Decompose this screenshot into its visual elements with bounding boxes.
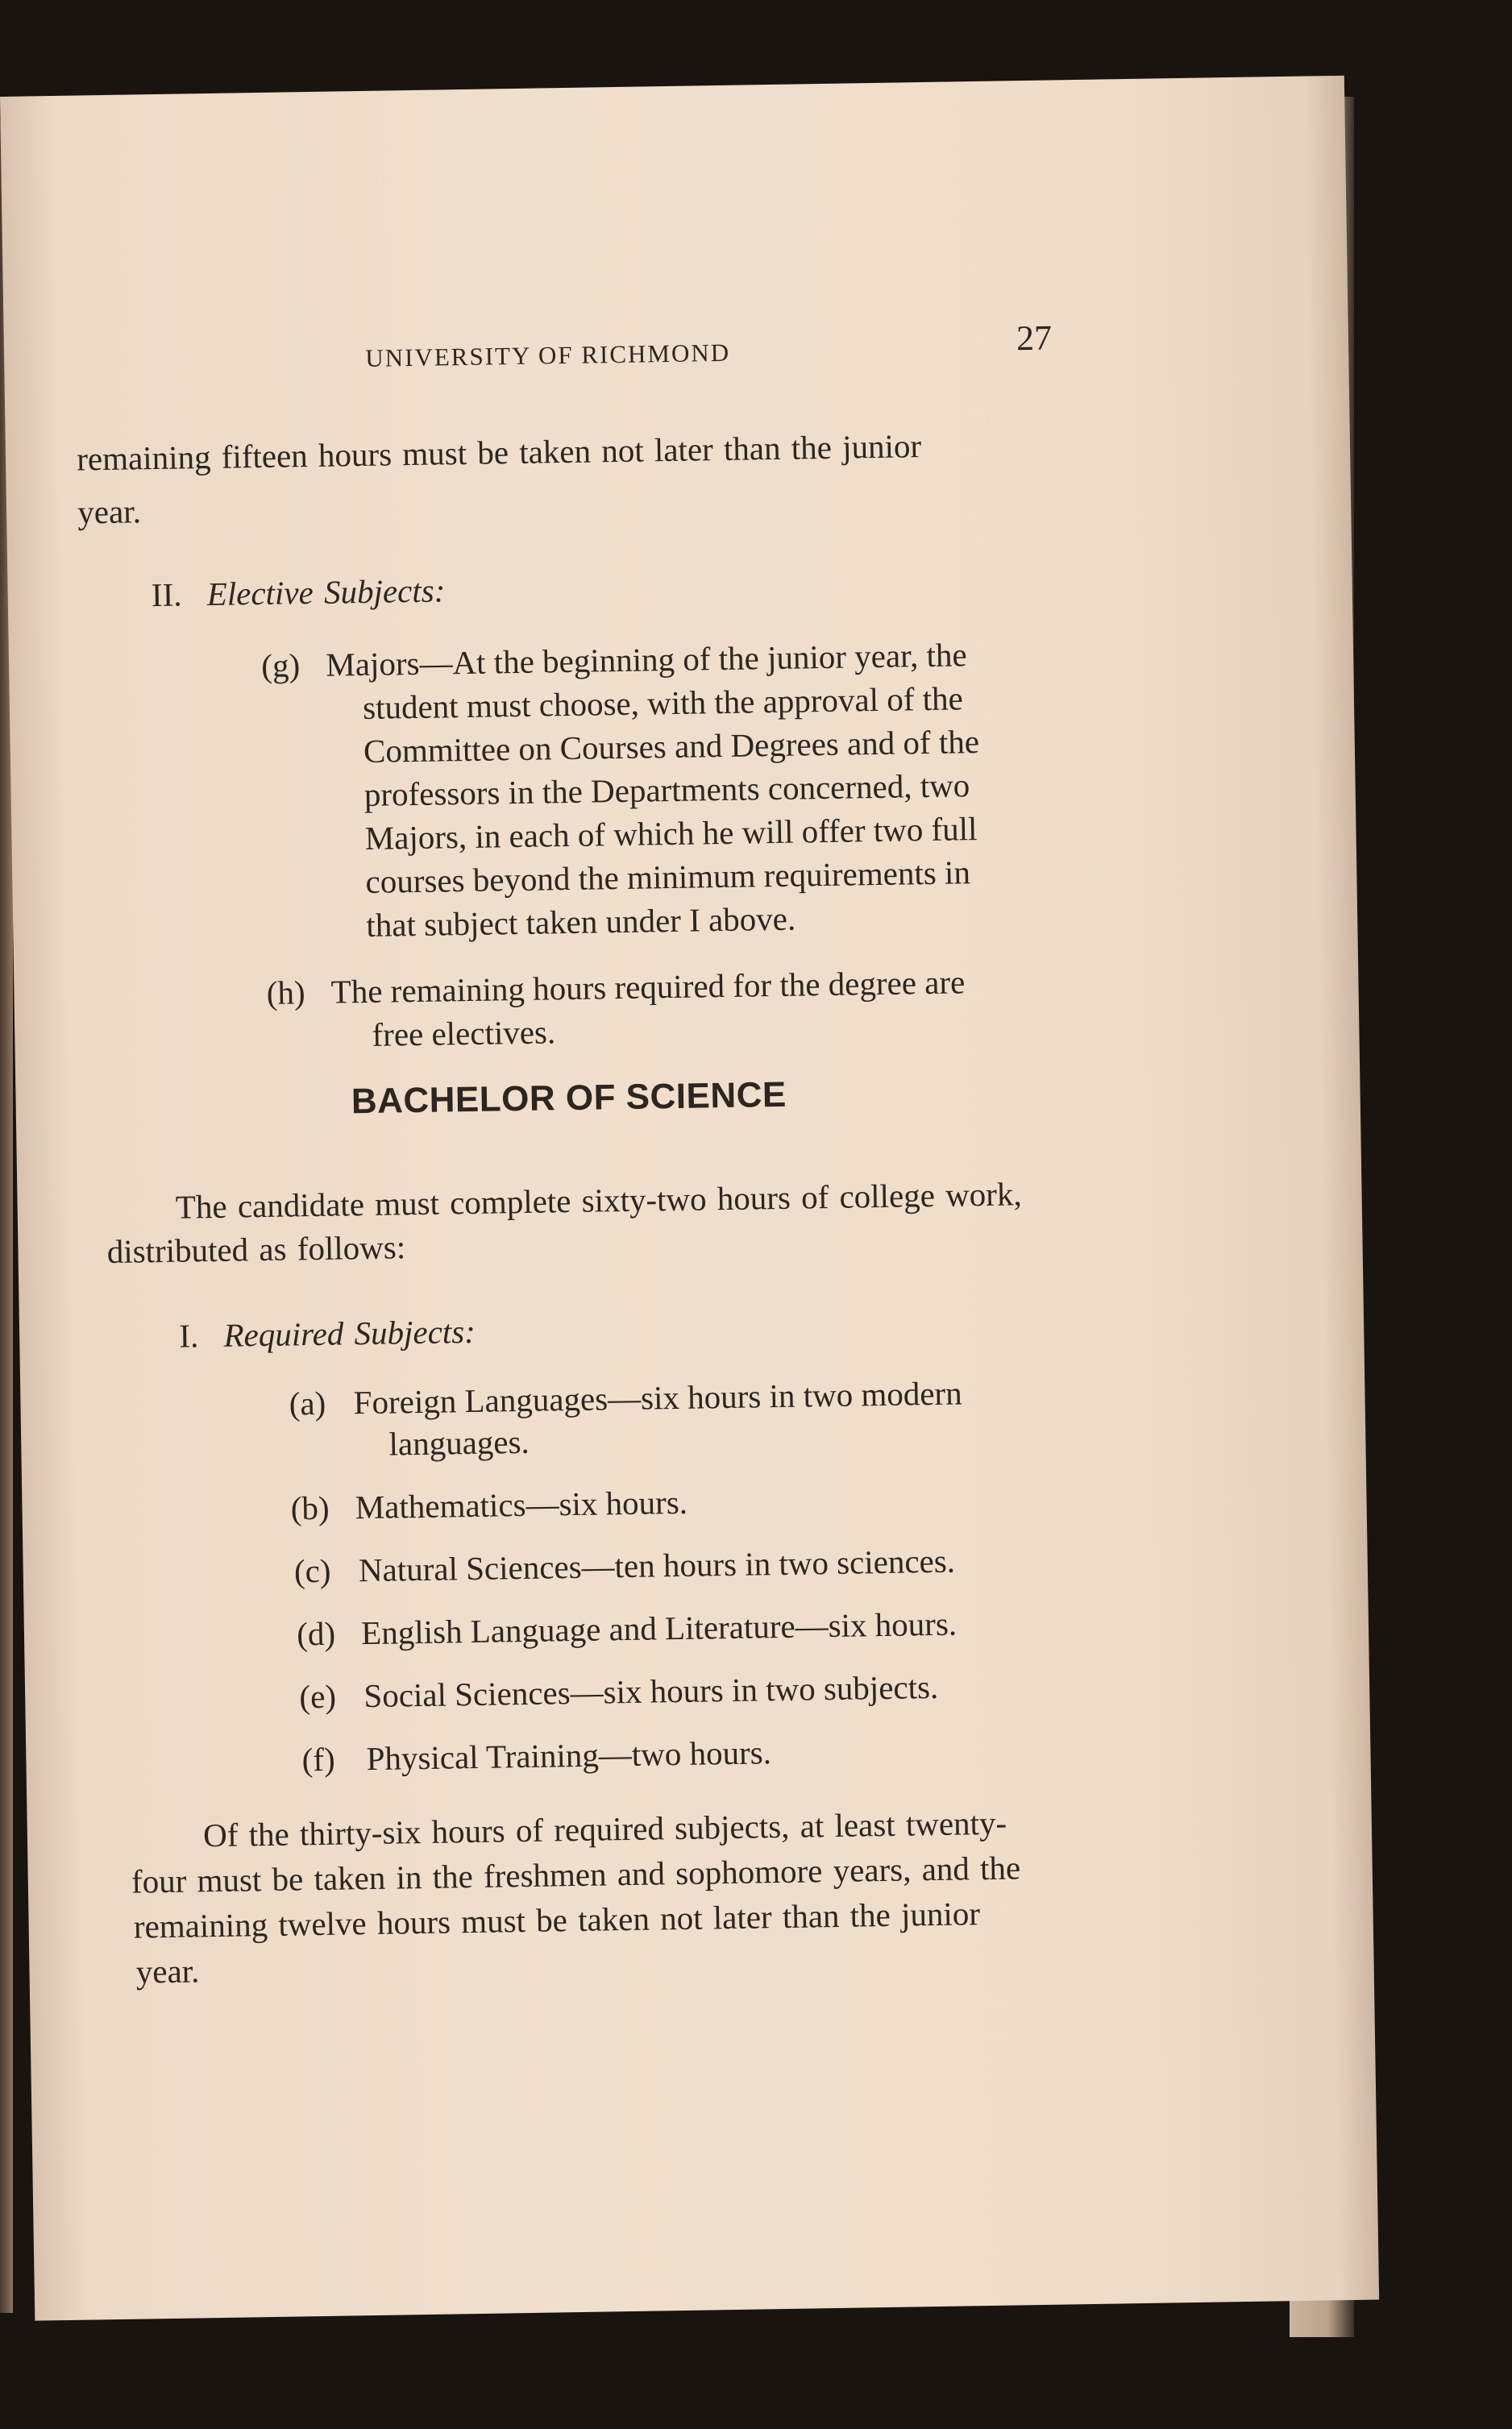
item-g-line-2: student must choose, with the approval of the (362, 679, 964, 726)
required-numeral: I. (179, 1317, 199, 1355)
item-f-label: (f) (301, 1740, 335, 1779)
item-c (294, 1539, 956, 1593)
item-a-cont: languages. (388, 1422, 530, 1463)
item-d-label: (d) (296, 1614, 336, 1653)
continuation-line-1: remaining fifteen hours must be taken not later than the junior (76, 427, 922, 478)
item-c-text: Natural Sciences—ten hours in two sciences. (358, 1542, 956, 1589)
item-h (266, 960, 965, 1015)
item-a (289, 1371, 962, 1425)
item-g-line-1: Majors—At the beginning of the junior year, the (325, 636, 968, 683)
item-h-line-1: The remaining hours required for the degree are (330, 963, 966, 1011)
item-g-line-7: that subject taken under I above. (366, 899, 796, 944)
item-d-text: English Language and Literature—six hours. (360, 1605, 957, 1652)
closing-line-4: year. (135, 1952, 200, 1991)
running-header: UNIVERSITY OF RICHMOND (365, 338, 731, 372)
item-e-text: Social Sciences—six hours in two subjects. (363, 1667, 939, 1715)
item-c-label: (c) (293, 1551, 331, 1590)
item-h-label: (h) (266, 974, 305, 1011)
closing-line-2: four must be taken in the freshmen and sophomore years, and the (131, 1849, 1021, 1900)
required-title: Required Subjects: (223, 1312, 476, 1354)
item-g-line-4: professors in the Departments concerned, two (363, 766, 970, 813)
item-h-line-2: free electives. (372, 1013, 556, 1053)
item-g-line-5: Majors, in each of which he will offer two full (364, 810, 978, 857)
item-a-text: Foreign Languages—six hours in two modern (353, 1374, 962, 1422)
required-heading (179, 1310, 476, 1358)
page-number: 27 (1016, 318, 1053, 359)
elective-numeral: II. (151, 575, 182, 614)
item-f (301, 1730, 771, 1781)
closing-line-1: Of the thirty-six hours of required subjects, at least twenty- (202, 1804, 1007, 1854)
bs-intro-line-1: The candidate must complete sixty-two hours of college work, (175, 1175, 1022, 1226)
section-title: BACHELOR OF SCIENCE (351, 1074, 787, 1122)
item-b-label: (b) (290, 1489, 330, 1527)
item-g-label: (g) (260, 646, 301, 684)
closing-line-3: remaining twelve hours must be taken not later than the junior (133, 1895, 981, 1945)
item-b-text: Mathematics—six hours. (355, 1483, 688, 1526)
item-f-text: Physical Training—two hours. (366, 1734, 772, 1778)
item-a-label: (a) (289, 1384, 326, 1422)
bs-intro-line-2: distributed as follows: (106, 1228, 406, 1271)
item-e (299, 1665, 939, 1718)
item-e-label: (e) (299, 1677, 337, 1716)
item-g-line-3: Committee on Courses and Degrees and of the (363, 722, 980, 770)
item-b (290, 1480, 687, 1530)
item-d (297, 1602, 957, 1656)
elective-heading (152, 568, 446, 617)
continuation-line-2: year. (77, 492, 142, 531)
elective-title: Elective Subjects: (206, 571, 446, 613)
item-g-line-6: courses beyond the minimum requirements in (365, 853, 971, 900)
